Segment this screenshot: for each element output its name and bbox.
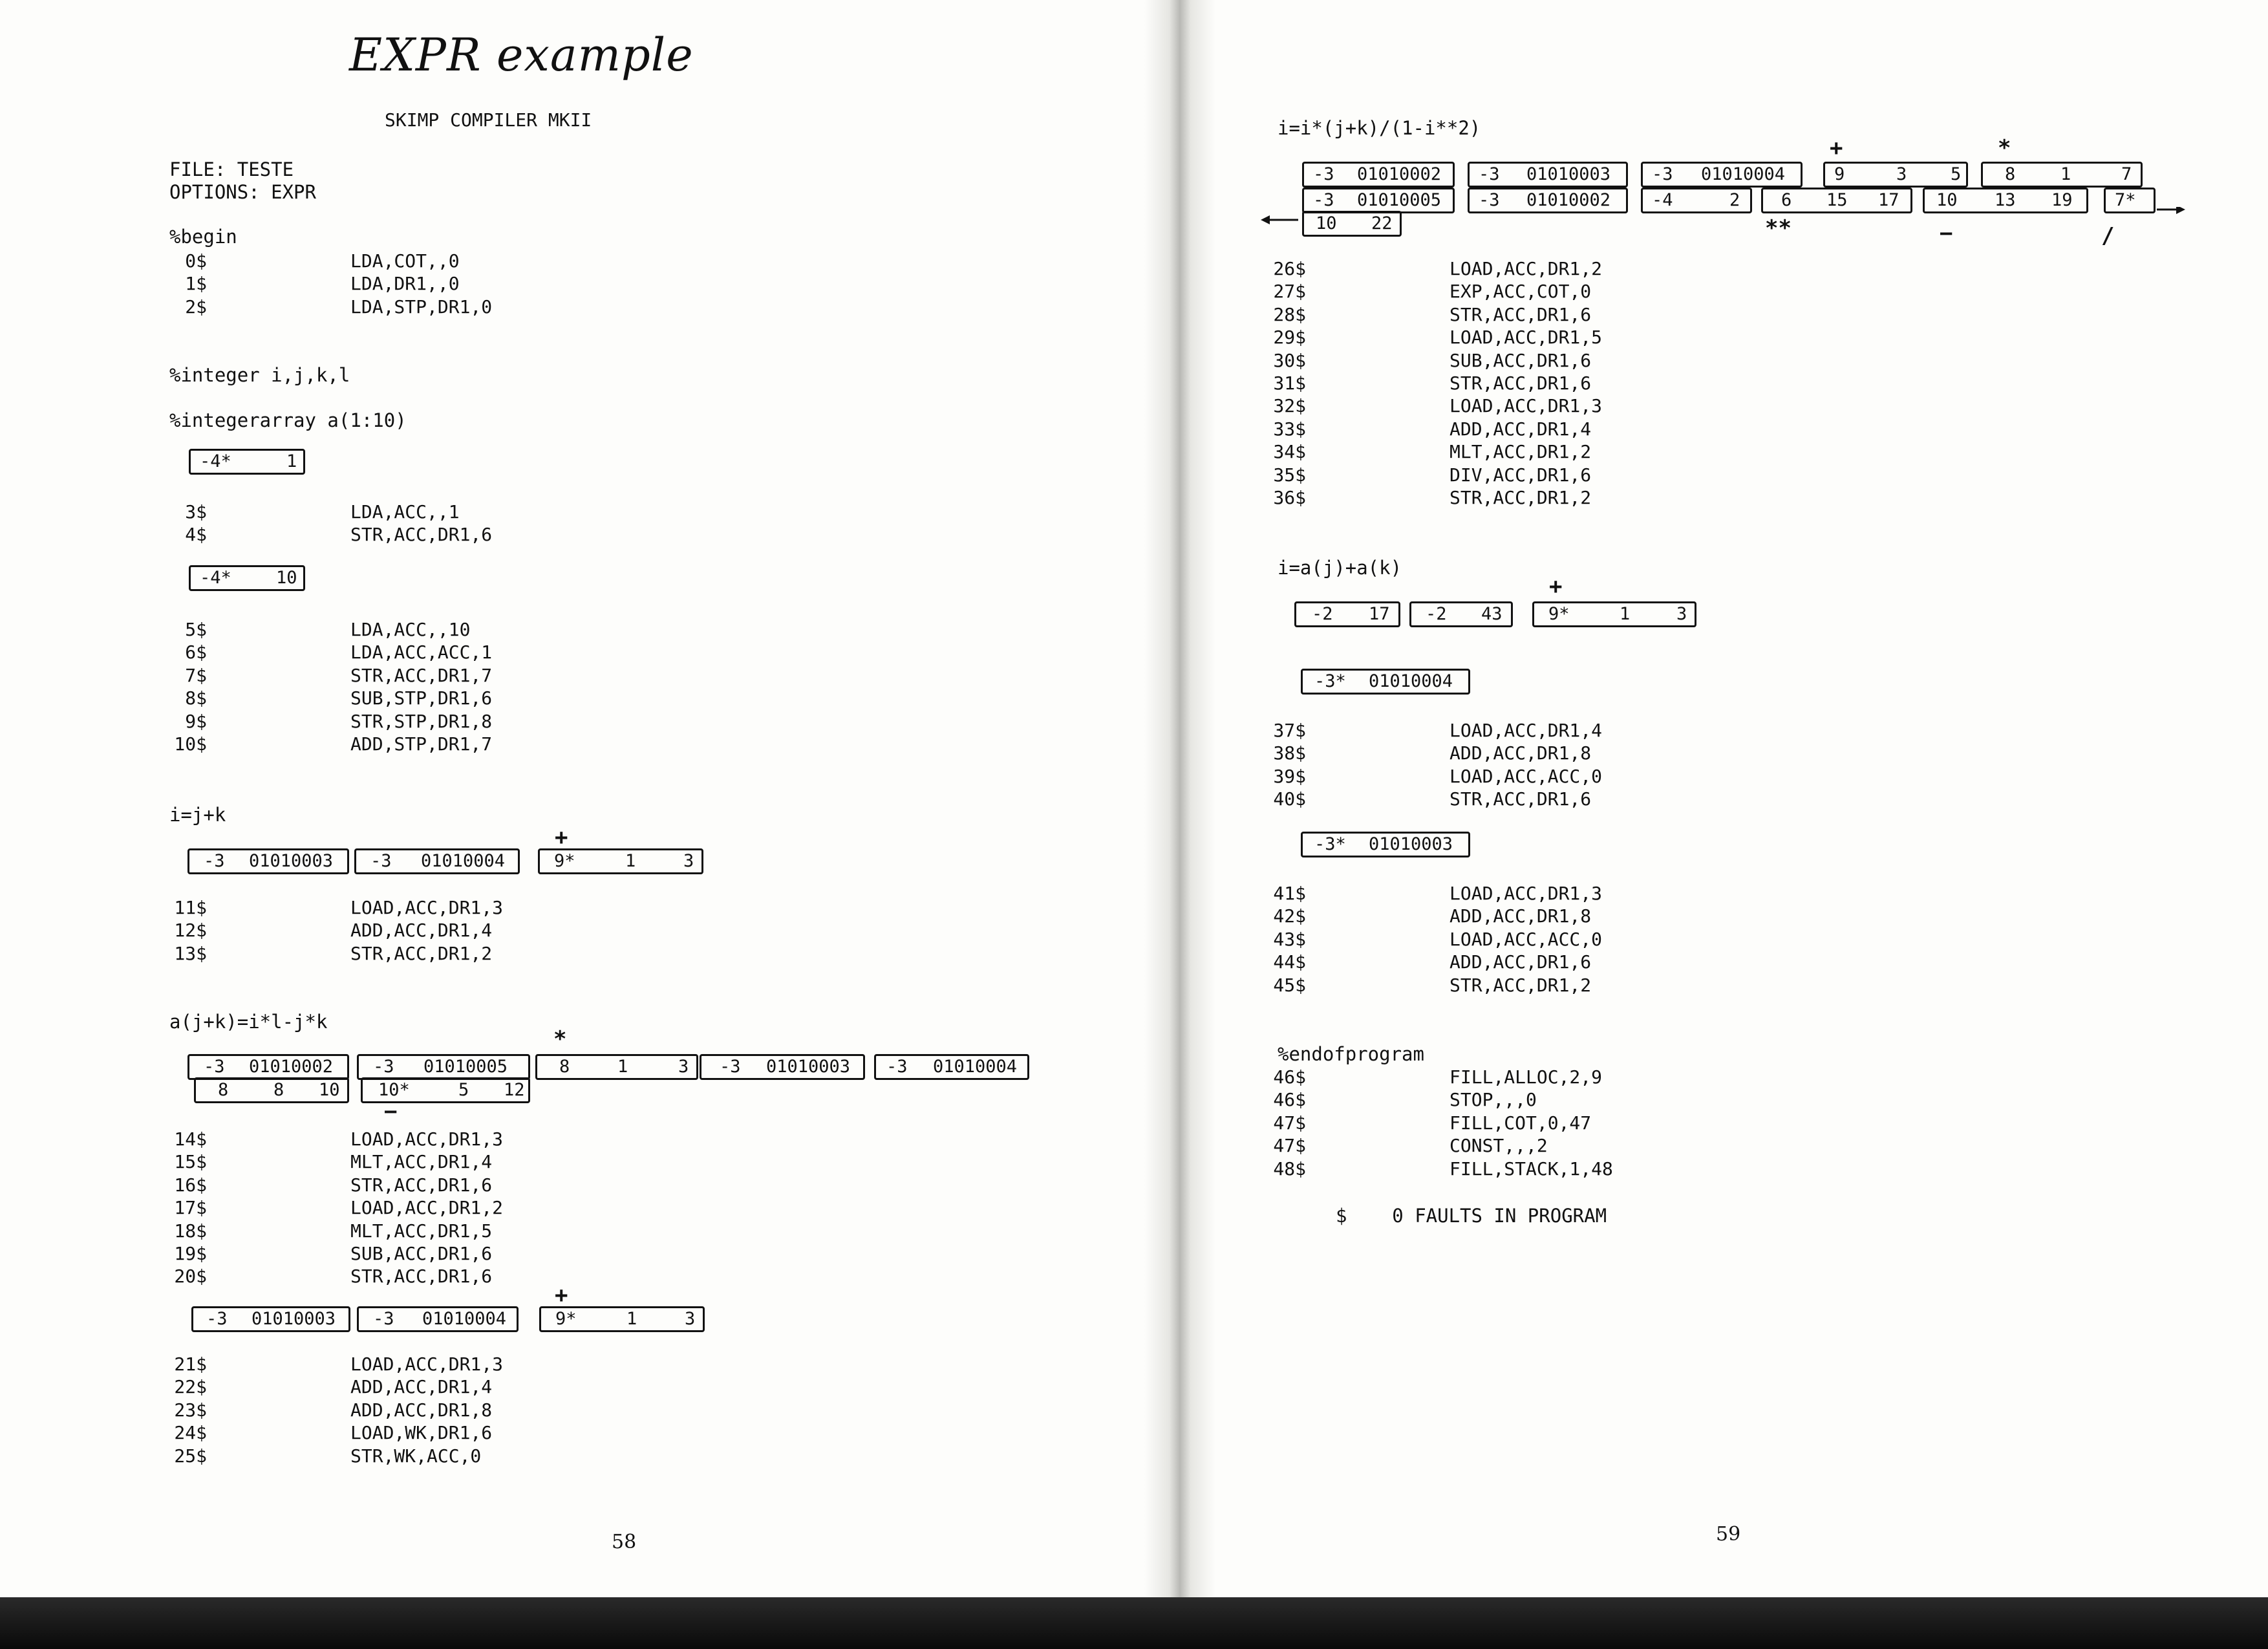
operand-box (1409, 601, 1513, 627)
instruction: LOAD,ACC,DR1,2 (350, 1197, 504, 1219)
line-number: 46$ (1273, 1066, 1306, 1088)
code-line (136, 641, 493, 663)
box-field: 01010003 (249, 851, 334, 871)
box-field: 01010004 (421, 851, 506, 871)
code-line (1235, 327, 1603, 349)
instruction: STR,ACC,DR1,2 (1450, 487, 1592, 508)
box-field: 13 (1995, 190, 2016, 210)
line-number: 25$ (174, 1445, 207, 1467)
code-line (136, 733, 493, 755)
box-field: -3 (1652, 164, 1673, 184)
index-box (1301, 832, 1470, 857)
operand-box (1302, 162, 1455, 188)
instruction: STR,ACC,DR1,6 (1450, 372, 1592, 394)
line-number: 34$ (1273, 441, 1306, 463)
box-field: 17 (1369, 604, 1390, 624)
code-line (136, 1445, 482, 1467)
instruction: STR,ACC,DR1,6 (350, 1174, 493, 1196)
box-field: 10 (319, 1080, 340, 1100)
operator-box (535, 1054, 698, 1080)
code-line (1235, 441, 1592, 463)
instruction: FILL,COT,0,47 (1450, 1112, 1592, 1134)
array-bound-box (189, 565, 305, 591)
box-field: -3 (1479, 164, 1500, 184)
line-number: 19$ (174, 1243, 207, 1264)
box-field: 01010004 (1369, 671, 1453, 691)
code-line (136, 664, 493, 686)
code-line (136, 1174, 493, 1196)
code-line (1235, 974, 1592, 996)
line-number: 30$ (1273, 349, 1306, 371)
line-number: 17$ (174, 1197, 207, 1219)
instruction: LOAD,ACC,DR1,5 (1450, 327, 1603, 349)
instruction: SUB,STP,DR1,6 (350, 687, 493, 709)
code-line (136, 1266, 493, 1288)
box-field: 01010002 (1357, 164, 1442, 184)
code-line (1235, 883, 1603, 904)
box-field: 9* (554, 851, 575, 871)
box-field: 1 (286, 451, 297, 471)
instruction: LOAD,ACC,DR1,3 (350, 897, 504, 918)
box-field: 01010002 (249, 1057, 334, 1077)
instruction: LDA,STP,DR1,0 (350, 296, 493, 318)
code-line (136, 1128, 504, 1150)
instruction: MLT,ACC,DR1,5 (350, 1220, 493, 1242)
line-number: 23$ (174, 1399, 207, 1421)
instruction: ADD,ACC,DR1,8 (350, 1399, 493, 1421)
options-line: OPTIONS: EXPR (169, 181, 316, 203)
box-field: 8 (2005, 164, 2016, 184)
instruction: ADD,STP,DR1,7 (350, 733, 493, 755)
flow-arrows (1261, 207, 2185, 233)
box-field: -3 (206, 1309, 228, 1329)
line-number: 41$ (1273, 883, 1306, 904)
box-field: -3 (1479, 190, 1500, 210)
box-field: 01010002 (1526, 190, 1611, 210)
instruction: STR,ACC,DR1,2 (350, 942, 493, 964)
operand-box (1468, 162, 1628, 188)
instruction: STR,STP,DR1,8 (350, 710, 493, 732)
instruction: EXP,ACC,COT,0 (1450, 281, 1592, 303)
line-number: 32$ (1273, 395, 1306, 417)
box-field: 2 (1729, 190, 1740, 210)
instruction: FILL,STACK,1,48 (1450, 1158, 1613, 1180)
box-field: -3 (204, 1057, 225, 1077)
instruction: LOAD,ACC,ACC,0 (1450, 765, 1603, 787)
instruction: ADD,ACC,DR1,4 (350, 920, 493, 942)
index-box (1301, 669, 1470, 695)
statement-i-division: i=i*(j+k)/(1-i**2) (1278, 117, 1481, 139)
box-field: 1 (626, 1309, 637, 1329)
box-field: 3 (685, 1309, 696, 1329)
box-field: 8 (218, 1080, 229, 1100)
box-field: 01010003 (251, 1309, 336, 1329)
line-number: 0$ (185, 250, 207, 272)
box-field: 3 (1896, 164, 1907, 184)
line-number: 44$ (1273, 951, 1306, 973)
line-number: 5$ (185, 619, 207, 640)
box-field: 01010004 (1701, 164, 1786, 184)
instruction: ADD,ACC,DR1,4 (1450, 418, 1592, 440)
code-line (136, 920, 493, 942)
code-line (1235, 258, 1603, 279)
box-field: -3 (1313, 190, 1334, 210)
array-declaration: %integerarray a(1:10) (169, 409, 407, 431)
box-field: 01010003 (1526, 164, 1611, 184)
instruction: STR,ACC,DR1,6 (1450, 788, 1592, 810)
operator-slash-mark: / (2101, 223, 2115, 249)
code-line (1235, 720, 1603, 741)
line-number: 18$ (174, 1220, 207, 1242)
operand-box (1294, 601, 1400, 627)
line-number: 47$ (1273, 1135, 1306, 1157)
box-field: 5 (458, 1080, 469, 1100)
operator-box (538, 848, 703, 874)
operator-box (1823, 162, 1968, 188)
operator-plus-mark: + (1549, 574, 1563, 599)
box-field: -2 (1426, 604, 1447, 624)
code-line (1235, 788, 1592, 810)
instruction: LOAD,ACC,DR1,3 (350, 1353, 504, 1375)
operand-box (874, 1054, 1029, 1080)
instruction: LOAD,ACC,DR1,4 (1450, 720, 1603, 741)
instruction: ADD,ACC,DR1,8 (1450, 742, 1592, 764)
instruction: LOAD,WK,DR1,6 (350, 1422, 493, 1444)
box-field: 22 (1371, 213, 1393, 233)
operand-box (354, 848, 520, 874)
instruction: ADD,ACC,DR1,4 (350, 1376, 493, 1398)
code-line (1235, 1066, 1603, 1088)
operand-box (700, 1054, 865, 1080)
book-gutter (1144, 0, 1215, 1597)
scan-shadow (0, 1597, 2268, 1649)
line-number: 16$ (174, 1174, 207, 1196)
line-number: 28$ (1273, 303, 1306, 325)
code-line (1235, 742, 1592, 764)
instruction: STR,WK,ACC,0 (350, 1445, 482, 1467)
line-number: 42$ (1273, 905, 1306, 927)
code-line (136, 1243, 493, 1264)
box-field: -3 (370, 851, 392, 871)
box-field: 01010004 (933, 1057, 1018, 1077)
line-number: 35$ (1273, 464, 1306, 486)
code-line (136, 273, 460, 295)
statement-i-eq-j-plus-k: i=j+k (169, 804, 226, 826)
box-field: 01010005 (423, 1057, 508, 1077)
box-field: -3* (1314, 671, 1346, 691)
line-number: 7$ (185, 664, 207, 686)
code-line (1235, 395, 1603, 417)
code-line (1235, 487, 1592, 508)
instruction: LOAD,ACC,DR1,3 (1450, 883, 1603, 904)
code-line (1235, 418, 1592, 440)
line-number: 40$ (1273, 788, 1306, 810)
code-line (136, 687, 493, 709)
compiler-header: SKIMP COMPILER MKII (385, 109, 592, 131)
operand-box (357, 1054, 530, 1080)
instruction: LDA,ACC,,10 (350, 619, 471, 640)
box-field: 7* (2115, 190, 2136, 210)
instruction: MLT,ACC,DR1,4 (350, 1151, 493, 1173)
operand-box (357, 1306, 519, 1332)
operand-box (187, 1054, 349, 1080)
statement-array-sum: i=a(j)+a(k) (1278, 557, 1402, 579)
line-number: 29$ (1273, 327, 1306, 349)
instruction: LOAD,ACC,DR1,2 (1450, 258, 1603, 279)
box-field: 17 (1878, 190, 1899, 210)
instruction: LOAD,ACC,ACC,0 (1450, 928, 1603, 950)
code-line (136, 1353, 504, 1375)
line-number: 14$ (174, 1128, 207, 1150)
code-line (1235, 349, 1592, 371)
line-number: 26$ (1273, 258, 1306, 279)
instruction: LOAD,ACC,DR1,3 (350, 1128, 504, 1150)
line-number: 4$ (185, 524, 207, 546)
box-field: 7 (2121, 164, 2132, 184)
operand-box (1641, 162, 1803, 188)
instruction: SUB,ACC,DR1,6 (1450, 349, 1592, 371)
line-number: 48$ (1273, 1158, 1306, 1180)
code-line (1235, 928, 1603, 950)
array-bound-box (189, 449, 305, 475)
operator-dstar-mark: ** (1765, 215, 1792, 241)
operator-star-mark: * (1998, 135, 2011, 161)
box-field: -3 (720, 1057, 741, 1077)
box-field: 43 (1481, 604, 1503, 624)
box-field: 10 (1316, 213, 1337, 233)
line-number: 45$ (1273, 974, 1306, 996)
box-field: 6 (1781, 190, 1792, 210)
instruction: LDA,COT,,0 (350, 250, 460, 272)
box-field: 01010003 (1369, 834, 1453, 854)
code-line (136, 524, 493, 546)
line-number: 11$ (174, 897, 207, 918)
line-number: 12$ (174, 920, 207, 942)
line-number: 8$ (185, 687, 207, 709)
line-number: 6$ (185, 641, 207, 663)
box-field: 9* (555, 1309, 577, 1329)
end-of-program-keyword: %endofprogram (1278, 1043, 1424, 1065)
operator-box (1981, 162, 2143, 188)
operator-box (1532, 601, 1696, 627)
line-number: 21$ (174, 1353, 207, 1375)
line-number: 38$ (1273, 742, 1306, 764)
code-line (136, 1197, 504, 1219)
box-field: -3 (204, 851, 225, 871)
box-field: 19 (2051, 190, 2073, 210)
code-line (136, 1151, 493, 1173)
box-field: 3 (1676, 604, 1687, 624)
box-field: -2 (1312, 604, 1333, 624)
instruction: LDA,ACC,,1 (350, 501, 460, 523)
arrowhead-left-icon (1261, 215, 1270, 224)
box-field: 3 (678, 1057, 689, 1077)
instruction: STR,ACC,DR1,6 (350, 524, 493, 546)
code-line (1235, 1089, 1537, 1111)
instruction: LDA,DR1,,0 (350, 273, 460, 295)
box-field: -3* (1314, 834, 1346, 854)
code-line (136, 1399, 493, 1421)
code-line (136, 897, 504, 918)
operator-plus-mark: + (555, 1282, 568, 1308)
line-number: 24$ (174, 1422, 207, 1444)
box-field: 8 (273, 1080, 284, 1100)
box-field: 1 (625, 851, 636, 871)
instruction: STOP,,,0 (1450, 1089, 1537, 1111)
instruction: STR,ACC,DR1,7 (350, 664, 493, 686)
line-number: 33$ (1273, 418, 1306, 440)
box-field: 1 (1620, 604, 1631, 624)
operand-box (187, 848, 349, 874)
line-number: 39$ (1273, 765, 1306, 787)
instruction: CONST,,,2 (1450, 1135, 1548, 1157)
box-field: 10* (378, 1080, 410, 1100)
box-field: 1 (617, 1057, 628, 1077)
line-number: 10$ (174, 733, 207, 755)
code-line (136, 296, 493, 318)
code-line (1235, 1158, 1613, 1180)
line-number: 37$ (1273, 720, 1306, 741)
line-number: 15$ (174, 1151, 207, 1173)
box-field: -3 (886, 1057, 908, 1077)
operator-minus-mark: − (1940, 221, 1953, 246)
line-number: 3$ (185, 501, 207, 523)
instruction: DIV,ACC,DR1,6 (1450, 464, 1592, 486)
operator-minus-mark: − (384, 1099, 398, 1125)
operator-box (539, 1306, 705, 1332)
line-number: 27$ (1273, 281, 1306, 303)
operator-plus-mark: + (555, 824, 568, 850)
line-number: 47$ (1273, 1112, 1306, 1134)
instruction: ADD,ACC,DR1,8 (1450, 905, 1592, 927)
arrowhead-right-icon (2176, 207, 2185, 214)
code-line (1235, 905, 1592, 927)
operator-star-mark: * (553, 1026, 567, 1052)
operator-plus-mark: + (1830, 135, 1843, 161)
box-field: 15 (1826, 190, 1848, 210)
file-line: FILE: TESTE (169, 158, 294, 180)
line-number: 13$ (174, 942, 207, 964)
code-line (1235, 1135, 1548, 1157)
statement-array-assign: a(j+k)=i*l-j*k (169, 1011, 328, 1033)
line-number: 31$ (1273, 372, 1306, 394)
box-field: -3 (373, 1309, 394, 1329)
code-line (1235, 951, 1592, 973)
line-number: 46$ (1273, 1089, 1306, 1111)
box-field: 12 (504, 1080, 525, 1100)
faults-summary: $ 0 FAULTS IN PROGRAM (1336, 1205, 1607, 1227)
code-line (1235, 1112, 1592, 1134)
box-field: 10 (1936, 190, 1958, 210)
line-number: 20$ (174, 1266, 207, 1288)
code-line (1235, 464, 1592, 486)
code-line (1235, 281, 1592, 303)
code-line (136, 710, 493, 732)
instruction: STR,ACC,DR1,6 (350, 1266, 493, 1288)
instruction: STR,ACC,DR1,2 (1450, 974, 1592, 996)
instruction: FILL,ALLOC,2,9 (1450, 1066, 1603, 1088)
box-field: 01010005 (1357, 190, 1442, 210)
box-field: -4* (200, 451, 231, 471)
line-number: 43$ (1273, 928, 1306, 950)
box-field: 10 (276, 568, 297, 588)
line-number: 22$ (174, 1376, 207, 1398)
box-field: 9 (1834, 164, 1845, 184)
code-line (136, 1220, 493, 1242)
box-field: -4* (200, 568, 231, 588)
box-field: 01010004 (422, 1309, 507, 1329)
box-field: 8 (559, 1057, 570, 1077)
box-field: -3 (1313, 164, 1334, 184)
instruction: LOAD,ACC,DR1,3 (1450, 395, 1603, 417)
operand-box (191, 1306, 350, 1332)
page-number: 58 (612, 1531, 637, 1553)
operator-box (194, 1077, 349, 1103)
box-field: -4 (1652, 190, 1673, 210)
line-number: 2$ (185, 296, 207, 318)
box-field: 3 (683, 851, 694, 871)
code-line (1235, 303, 1592, 325)
page-title: EXPR example (349, 28, 694, 81)
code-line (1235, 765, 1603, 787)
code-line (136, 1422, 493, 1444)
box-field: 9* (1548, 604, 1570, 624)
code-line (136, 942, 493, 964)
instruction: SUB,ACC,DR1,6 (350, 1243, 493, 1264)
box-field: 1 (2060, 164, 2071, 184)
code-line (136, 619, 471, 640)
instruction: STR,ACC,DR1,6 (1450, 303, 1592, 325)
instruction: LDA,ACC,ACC,1 (350, 641, 493, 663)
box-field: 01010003 (766, 1057, 851, 1077)
code-line (136, 501, 460, 523)
line-number: 9$ (185, 710, 207, 732)
line-number: 36$ (1273, 487, 1306, 508)
code-line (136, 250, 460, 272)
instruction: ADD,ACC,DR1,6 (1450, 951, 1592, 973)
box-field: -3 (373, 1057, 394, 1077)
line-number: 1$ (185, 273, 207, 295)
page-number: 59 (1716, 1523, 1741, 1546)
code-line (1235, 372, 1592, 394)
instruction: MLT,ACC,DR1,2 (1450, 441, 1592, 463)
code-line (136, 1376, 493, 1398)
box-field: 5 (1951, 164, 1962, 184)
integer-declaration: %integer i,j,k,l (169, 364, 350, 386)
begin-keyword: %begin (169, 226, 237, 248)
